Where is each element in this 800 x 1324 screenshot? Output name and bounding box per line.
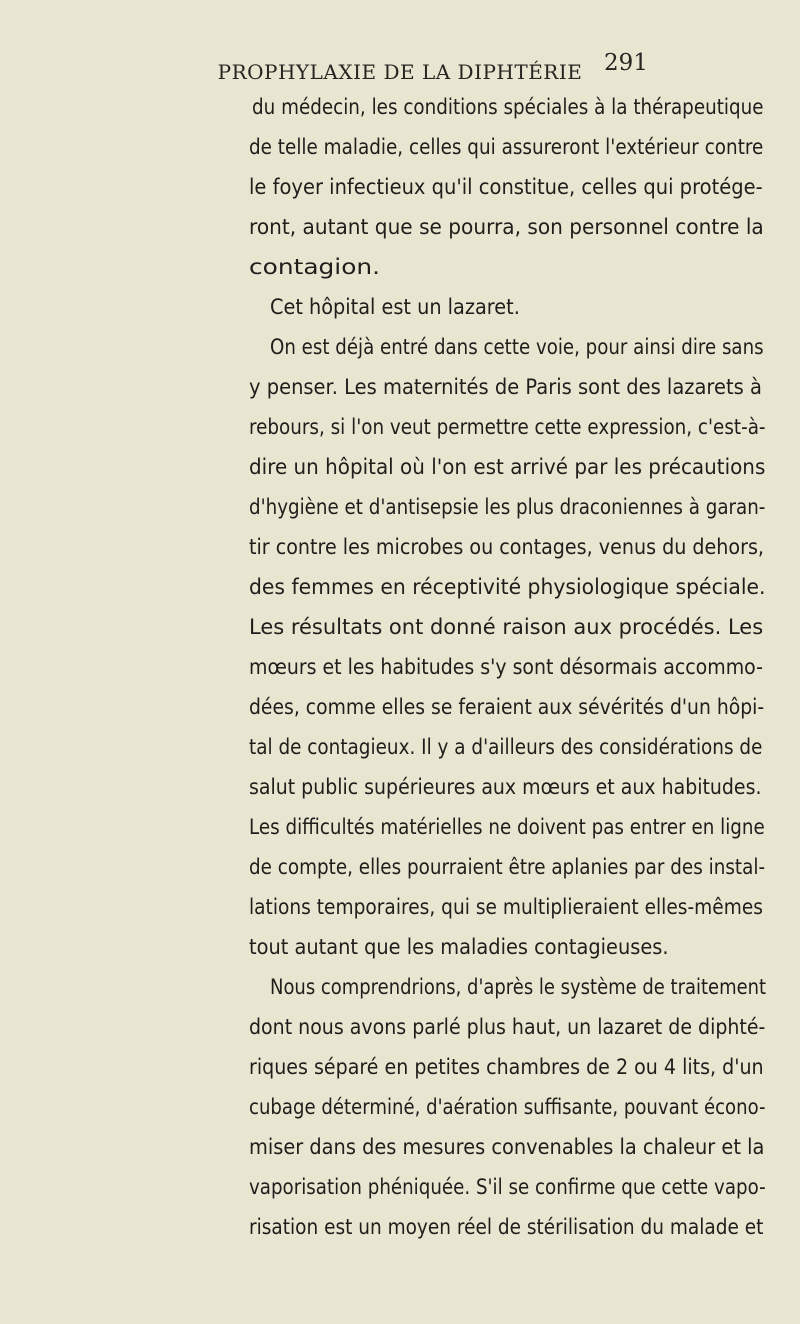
text-line: On est déjà entré dans cette voie, pour ainsi dire sans	[270, 335, 764, 360]
text-line: Les difficultés matérielles ne doivent pas entrer en ligne	[249, 815, 765, 840]
text-line: dire un hôpital où l'on est arrivé par les précautions	[249, 455, 766, 480]
running-head: PROPHYLAXIE DE LA DIPHTÉRIE	[217, 60, 583, 84]
text-line: salut public supérieures aux mœurs et aux habitudes.	[249, 775, 762, 800]
text-line: lations temporaires, qui se multiplieraient elles-mêmes	[249, 895, 763, 920]
text-line: Les résultats ont donné raison aux procédés. Les	[249, 615, 764, 640]
text-line: le foyer infectieux qu'il constitue, celles qui protége-	[249, 175, 763, 200]
text-line: riques séparé en petites chambres de 2 ou 4 lits, d'un	[249, 1055, 764, 1080]
text-line: Cet hôpital est un lazaret.	[270, 295, 520, 320]
page-number: 291	[604, 50, 648, 76]
text-line: ront, autant que se pourra, son personnel contre la	[249, 215, 764, 240]
text-line: des femmes en réceptivité physiologique spéciale.	[249, 575, 766, 600]
text-line: de compte, elles pourraient être aplanies par des instal-	[249, 855, 766, 880]
text-line: miser dans des mesures convenables la chaleur et la	[249, 1135, 765, 1160]
text-line: Nous comprendrions, d'après le système de traitement	[270, 975, 767, 1000]
text-line: vaporisation phéniquée. S'il se confirme que cette vapo-	[249, 1175, 766, 1200]
text-line: du médecin, les conditions spéciales à la thérapeutique	[252, 95, 764, 120]
text-line: d'hygiène et d'antisepsie les plus draconiennes à garan-	[249, 495, 766, 520]
text-line: tir contre les microbes ou contages, venus du dehors,	[249, 535, 765, 560]
text-line: rebours, si l'on veut permettre cette expression, c'est-à-	[249, 415, 766, 440]
text-line: dont nous avons parlé plus haut, un lazaret de diphté-	[249, 1015, 766, 1040]
text-line: dées, comme elles se feraient aux sévérités d'un hôpi-	[249, 695, 765, 720]
text-line: de telle maladie, celles qui assureront l'extérieur contre	[249, 135, 764, 160]
text-line: mœurs et les habitudes s'y sont désormais accommo-	[249, 655, 763, 680]
text-line: cubage déterminé, d'aération suffisante, pouvant écono-	[249, 1095, 766, 1120]
text-line: contagion.	[249, 255, 381, 280]
text-line: tal de contagieux. Il y a d'ailleurs des considérations de	[249, 735, 763, 760]
text-line: tout autant que les maladies contagieuses.	[249, 935, 669, 960]
text-line: risation est un moyen réel de stérilisation du malade et	[249, 1215, 764, 1240]
text-line: y penser. Les maternités de Paris sont des lazarets à	[249, 375, 762, 400]
